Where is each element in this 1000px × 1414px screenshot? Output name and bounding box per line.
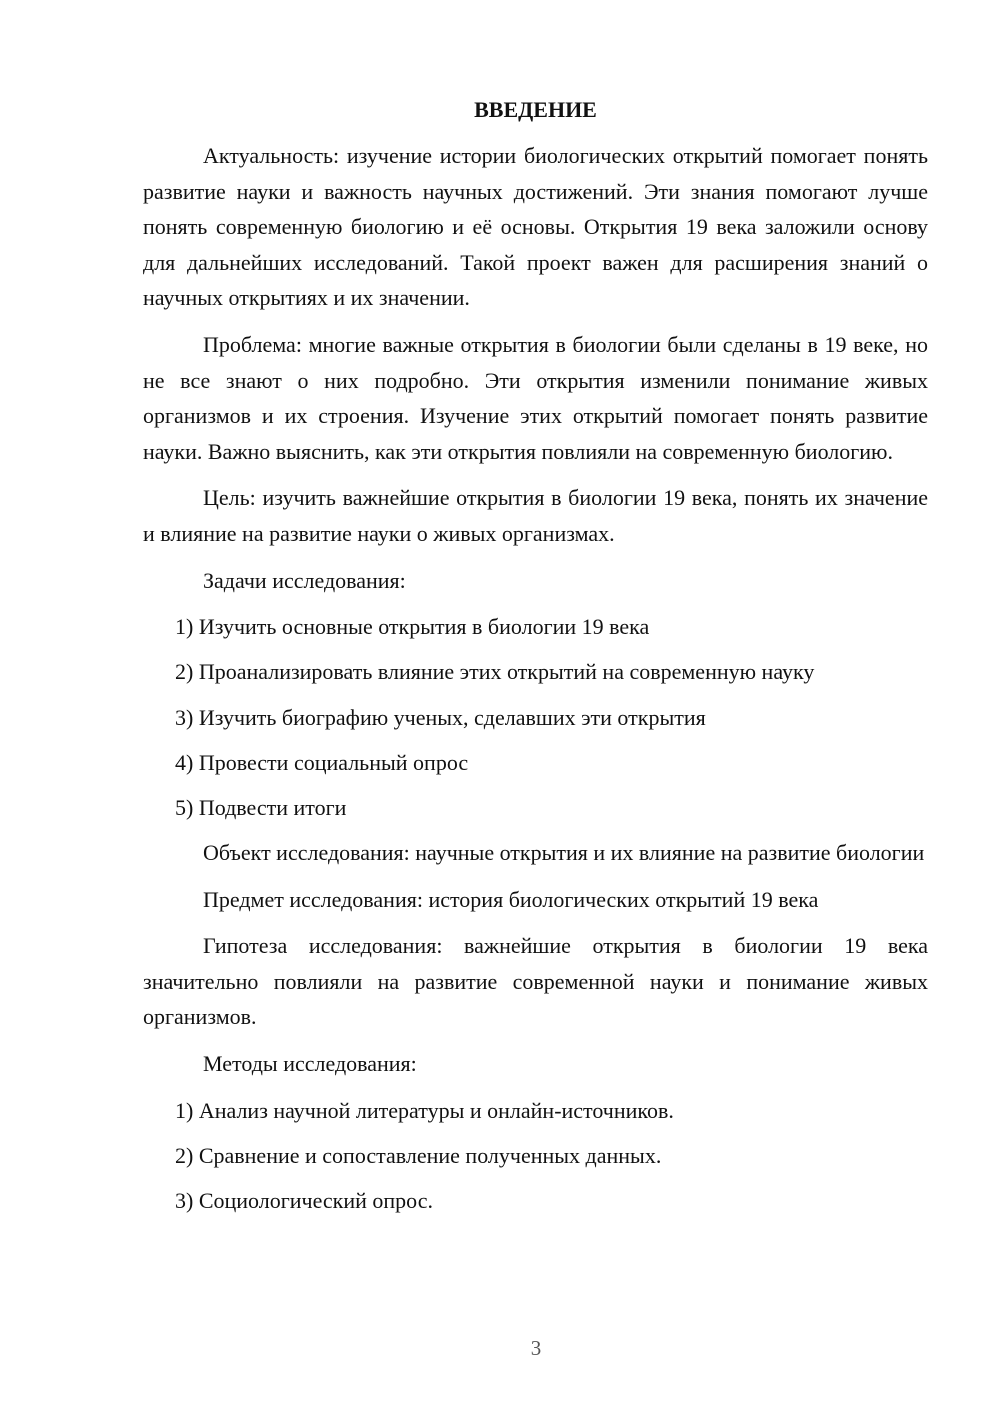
task-item: 1) Изучить основные открытия в биологии 19 века bbox=[175, 614, 650, 640]
method-item: 3) Социологический опрос. bbox=[175, 1188, 433, 1213]
method-item: 2) Сравнение и сопоставление полученных данных. bbox=[175, 1142, 662, 1168]
method-item: 1) Анализ научной литературы и онлайн-источников. bbox=[175, 1097, 674, 1123]
task-item: 2) Проанализировать влияние этих открытий на современную науку bbox=[175, 659, 815, 685]
hypothesis-paragraph: Гипотеза исследования: важнейшие открытия в биологии 19 века значительно повлияли на развитие современной науки и понимание живых организмов. bbox=[143, 933, 928, 1030]
tasks-heading: Задачи исследования: bbox=[203, 567, 406, 593]
relevance-paragraph: Актуальность: изучение истории биологических открытий помогает понять развитие науки и важность научных достижений. Эти знания помогают лучше понять современную биологию и её основы. Открытия 19 века заложили основу для дальнейших исследований. Такой проект важен для расширения знаний о научных открытиях и их значении. bbox=[143, 143, 928, 311]
task-item: 4) Провести социальный опрос bbox=[175, 749, 469, 775]
object-paragraph: Объект исследования: научные открытия и их влияние на развитие биологии bbox=[203, 840, 925, 866]
problem-paragraph: Проблема: многие важные открытия в биологии были сделаны в 19 веке, но не все знают о них подробно. Эти открытия изменили понимание живых организмов и их строения. Изучение этих открытий помогает понять развитие науки. Важно выяснить, как эти открытия повлияли на современную биологию. bbox=[143, 331, 928, 464]
goal-paragraph: Цель: изучить важнейшие открытия в биологии 19 века, понять их значение и влияние на развитие науки о живых организмах. bbox=[143, 485, 928, 546]
page-content bbox=[143, 96, 928, 1228]
methods-list bbox=[143, 1093, 928, 1219]
task-item: 5) Подвести итоги bbox=[175, 794, 347, 820]
page-number: 3 bbox=[530, 1336, 542, 1360]
section-title: ВВЕДЕНИЕ bbox=[474, 97, 597, 122]
methods-heading: Методы исследования: bbox=[203, 1051, 417, 1077]
task-item: 3) Изучить биографию ученых, сделавших эти открытия bbox=[175, 704, 706, 730]
subject-paragraph: Предмет исследования: история биологических открытий 19 века bbox=[203, 886, 819, 912]
tasks-list bbox=[143, 609, 928, 825]
